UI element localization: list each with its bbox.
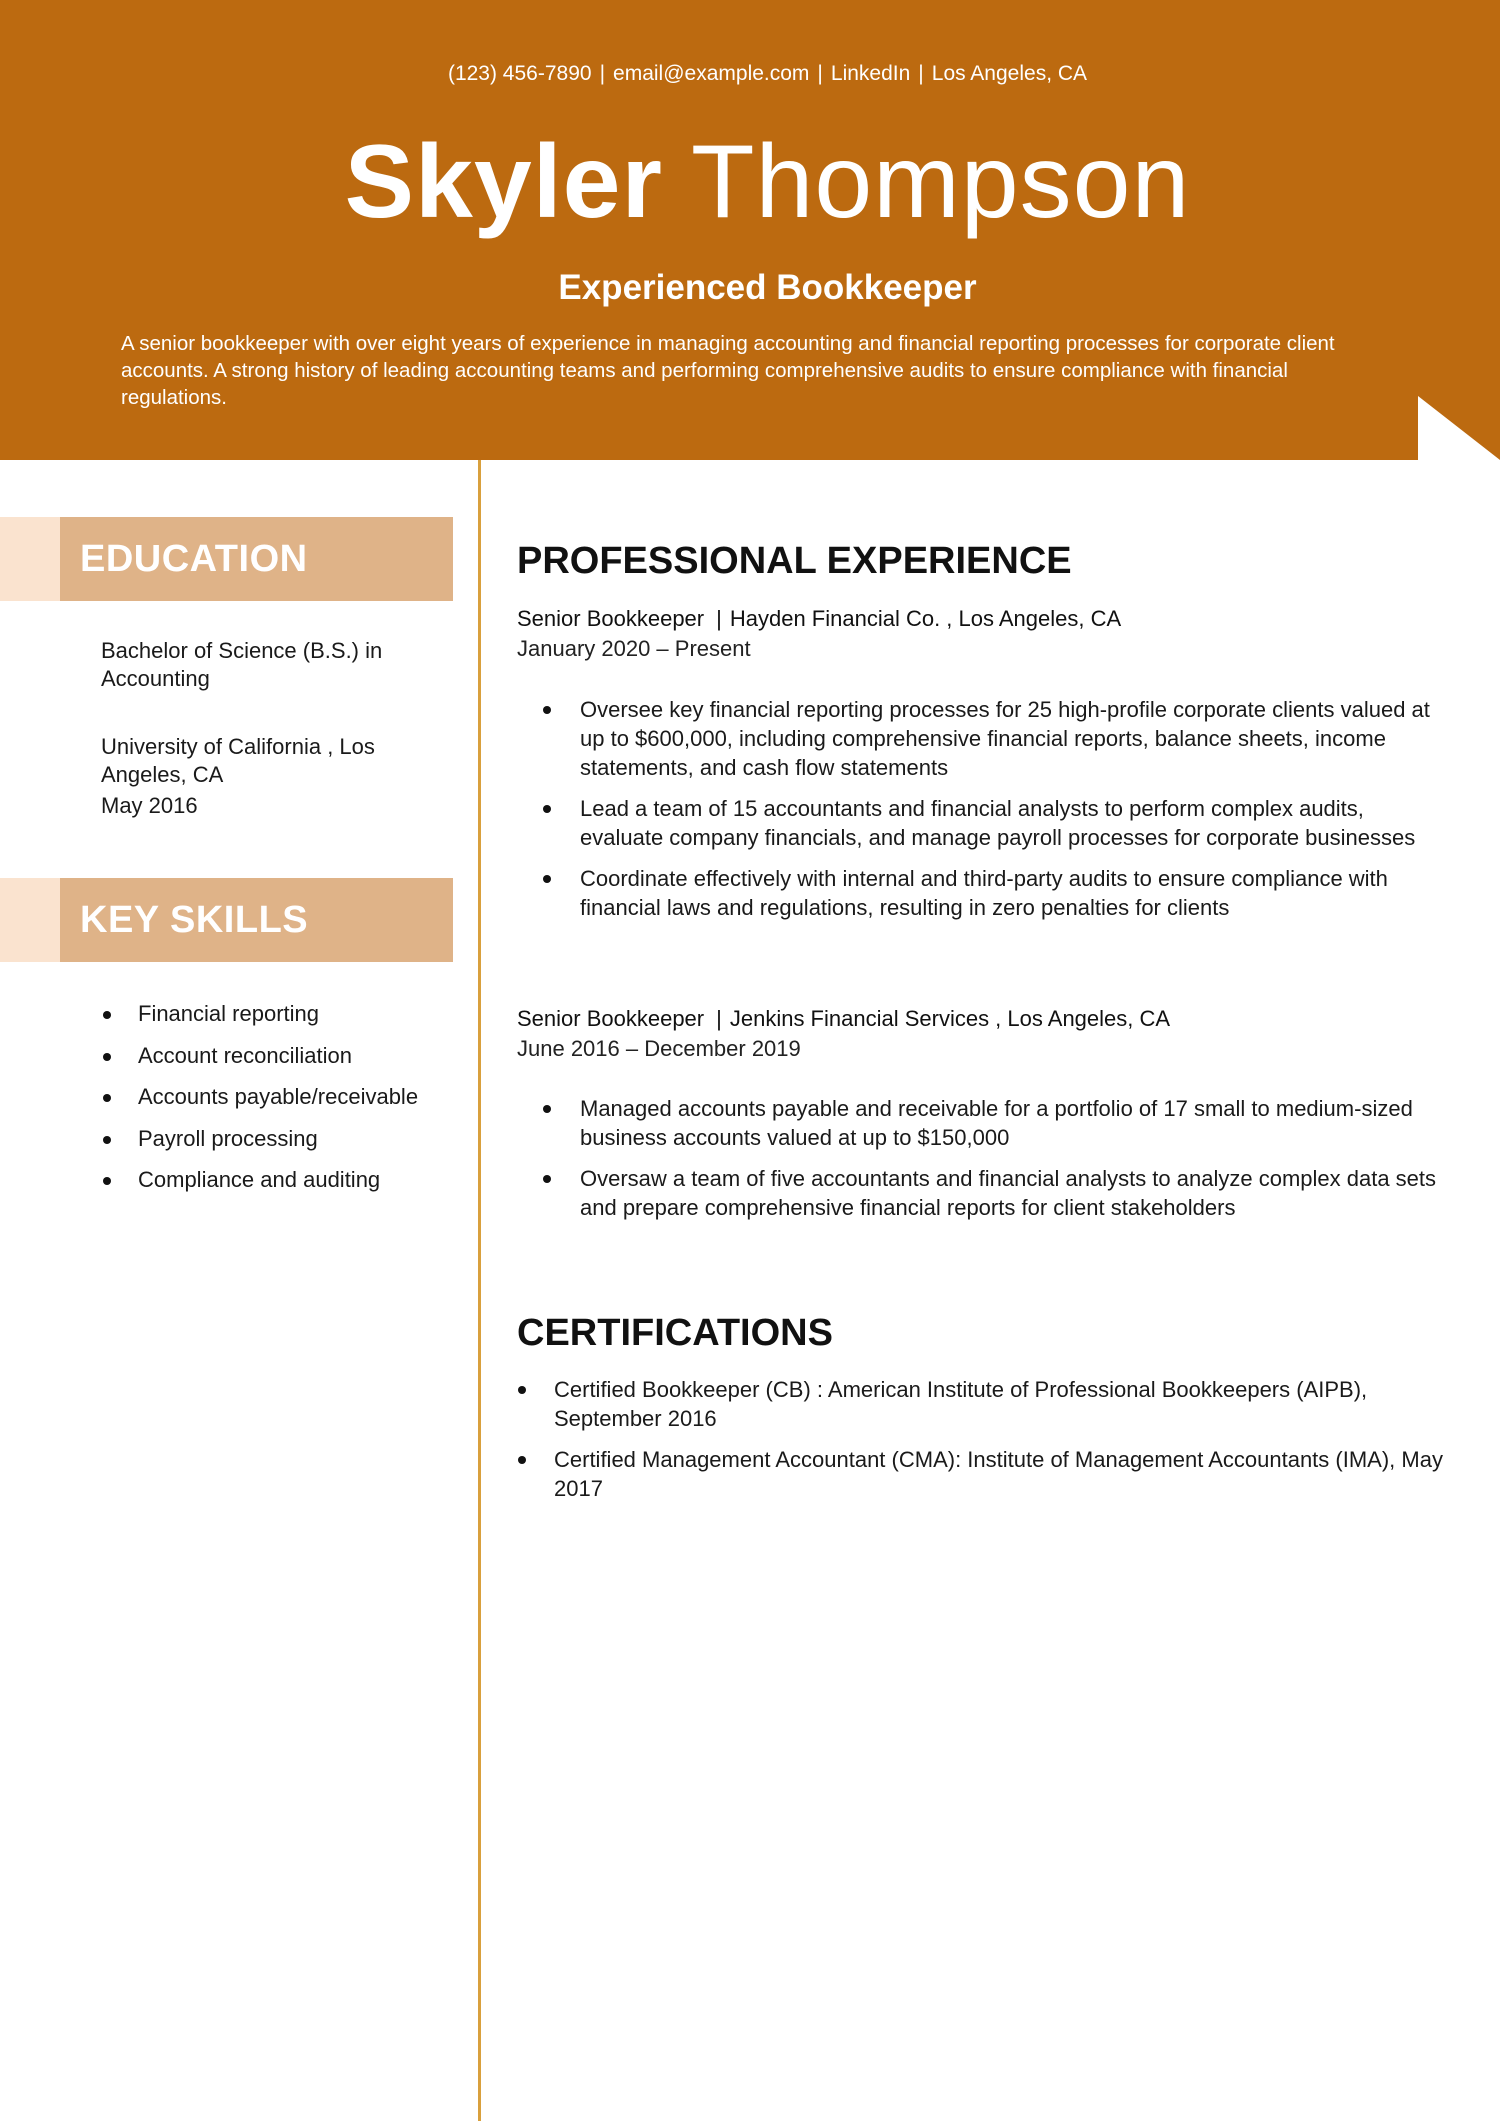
job-title-line: Senior Bookkeeper | Hayden Financial Co. , Los Angeles, CA	[517, 606, 1122, 631]
job-bullet: Coordinate effectively with internal and third-party audits to ensure compliance with financial laws and regulations, resulting in zero penalties for clients	[517, 864, 1450, 922]
job-bullet: Oversaw a team of five accountants and financial analysts to analyze complex data sets and prepare comprehensive financial reports for client stakeholders	[517, 1164, 1450, 1222]
column-divider	[478, 460, 481, 2121]
phone-number: (123) 456-7890	[447, 62, 592, 85]
job-company: Hayden Financial Co. , Los Angeles, CA	[729, 606, 1122, 631]
skill-item: Financial reporting	[101, 996, 418, 1038]
headline: Experienced Bookkeeper	[558, 268, 977, 307]
education-heading: EDUCATION	[80, 538, 308, 580]
certification-item: Certified Bookkeeper (CB) : American Institute of Professional Bookkeepers (AIPB), September 2016	[517, 1375, 1450, 1433]
candidate-name	[0, 124, 1500, 240]
job-bullet: Lead a team of 15 accountants and financial analysts to perform complex audits, evaluate company financials, and manage payroll processes for corporate businesses	[517, 794, 1450, 852]
email-link[interactable]: email@example.com	[613, 62, 810, 85]
location: Los Angeles, CA	[931, 62, 1088, 85]
job-bullets	[517, 1094, 1450, 1234]
skill-item: Compliance and auditing	[101, 1162, 418, 1204]
experience-heading: PROFESSIONAL EXPERIENCE	[517, 540, 1072, 582]
job-role: Senior Bookkeeper	[517, 1006, 705, 1031]
skills-list	[101, 996, 418, 1204]
skill-item: Accounts payable/receivable	[101, 1079, 418, 1121]
job-bullet: Managed accounts payable and receivable for a portfolio of 17 small to medium-sized business accounts valued at up to $150,000	[517, 1094, 1450, 1152]
header-corner-cut	[1418, 396, 1500, 460]
job-bullet: Oversee key financial reporting processes for 25 high-profile corporate clients valued at up to $600,000, including comprehensive financial reports, balance sheets, income statements, and cash flow statements	[517, 695, 1450, 782]
certifications-heading: CERTIFICATIONS	[517, 1312, 833, 1354]
certification-item: Certified Management Accountant (CMA): Institute of Management Accountants (IMA), May 2017	[517, 1445, 1450, 1503]
header-banner	[0, 0, 1500, 460]
job-dates: June 2016 – December 2019	[517, 1036, 801, 1061]
contact-line: (123) 456-7890 | email@example.com | LinkedIn | Los Angeles, CA	[447, 62, 1088, 85]
skills-bar-accent	[0, 878, 60, 962]
certifications-list	[517, 1375, 1450, 1515]
skill-item: Payroll processing	[101, 1121, 418, 1163]
education-school: University of California , Los Angeles, CA	[101, 734, 375, 787]
linkedin-link[interactable]: LinkedIn	[830, 62, 911, 85]
skill-item: Account reconciliation	[101, 1038, 418, 1080]
education-degree: Bachelor of Science (B.S.) in Accounting	[101, 638, 383, 691]
job-title-line: Senior Bookkeeper | Jenkins Financial Services , Los Angeles, CA	[517, 1006, 1171, 1031]
last-name: Thompson	[690, 124, 1191, 240]
skills-heading: KEY SKILLS	[80, 899, 309, 941]
job-dates: January 2020 – Present	[517, 636, 751, 661]
education-date: May 2016	[101, 793, 198, 818]
first-name: Skyler	[344, 124, 663, 240]
job-role: Senior Bookkeeper	[517, 606, 705, 631]
job-company: Jenkins Financial Services , Los Angeles, CA	[729, 1006, 1171, 1031]
education-bar-accent	[0, 517, 60, 601]
job-bullets	[517, 695, 1450, 934]
summary: A senior bookkeeper with over eight years of experience in managing accounting and financial reporting processes for corporate client accounts. A strong history of leading accounting teams and performing comprehensive audits to ensure compliance with financial regulations.	[121, 332, 1335, 409]
